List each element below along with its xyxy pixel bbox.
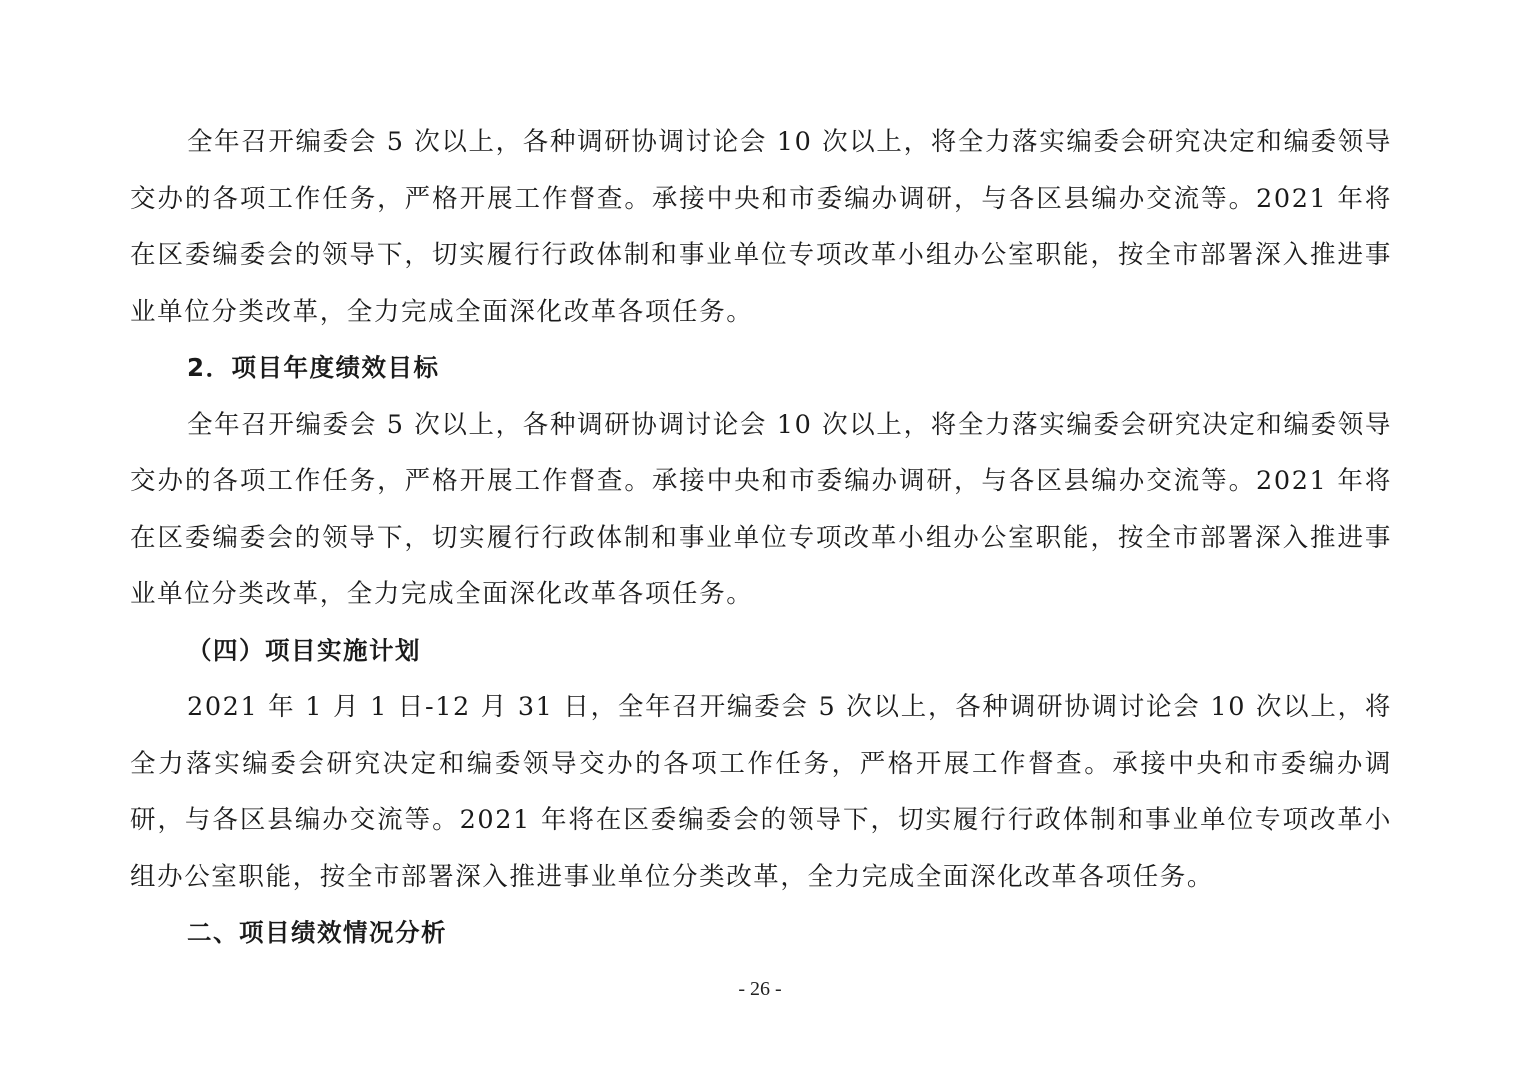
page-number: - 26 - — [738, 978, 782, 1000]
section-heading-performance-analysis: 二、项目绩效情况分析 — [187, 918, 447, 947]
document-body — [130, 114, 1392, 962]
paragraph-annual-performance-target: 全年召开编委会 5 次以上，各种调研协调讨论会 10 次以上，将全力落实编委会研究决定和编委领导交办的各项工作任务，严格开展工作督查。承接中央和市委编办调研，与各区县编办交流等。2021 年将在区委编委会的领导下，切实履行行政体制和事业单位专项改革小组办公室职能，按全市部署深入推进事业单位分类改革，全力完成全面深化改革各项任务。 — [130, 409, 1392, 609]
paragraph-annual-work-summary: 全年召开编委会 5 次以上，各种调研协调讨论会 10 次以上，将全力落实编委会研究决定和编委领导交办的各项工作任务，严格开展工作督查。承接中央和市委编办调研，与各区县编办交流等。2021 年将在区委编委会的领导下，切实履行行政体制和事业单位专项改革小组办公室职能，按全市部署深入推进事业单位分类改革，全力完成全面深化改革各项任务。 — [130, 127, 1392, 327]
section-heading-annual-performance-target: 2．项目年度绩效目标 — [187, 353, 440, 382]
section-heading-implementation-plan: （四）项目实施计划 — [187, 635, 421, 665]
paragraph-implementation-plan: 2021 年 1 月 1 日-12 月 31 日，全年召开编委会 5 次以上，各种调研协调讨论会 10 次以上，将全力落实编委会研究决定和编委领导交办的各项工作任务，严格开展工作督查。承接中央和市委编办调研，与各区县编办交流等。2021 年将在区委编委会的领导下，切实履行行政体制和事业单位专项改革小组办公室职能，按全市部署深入推进事业单位分类改革，全力完成全面深化改革各项任务。 — [130, 692, 1392, 892]
